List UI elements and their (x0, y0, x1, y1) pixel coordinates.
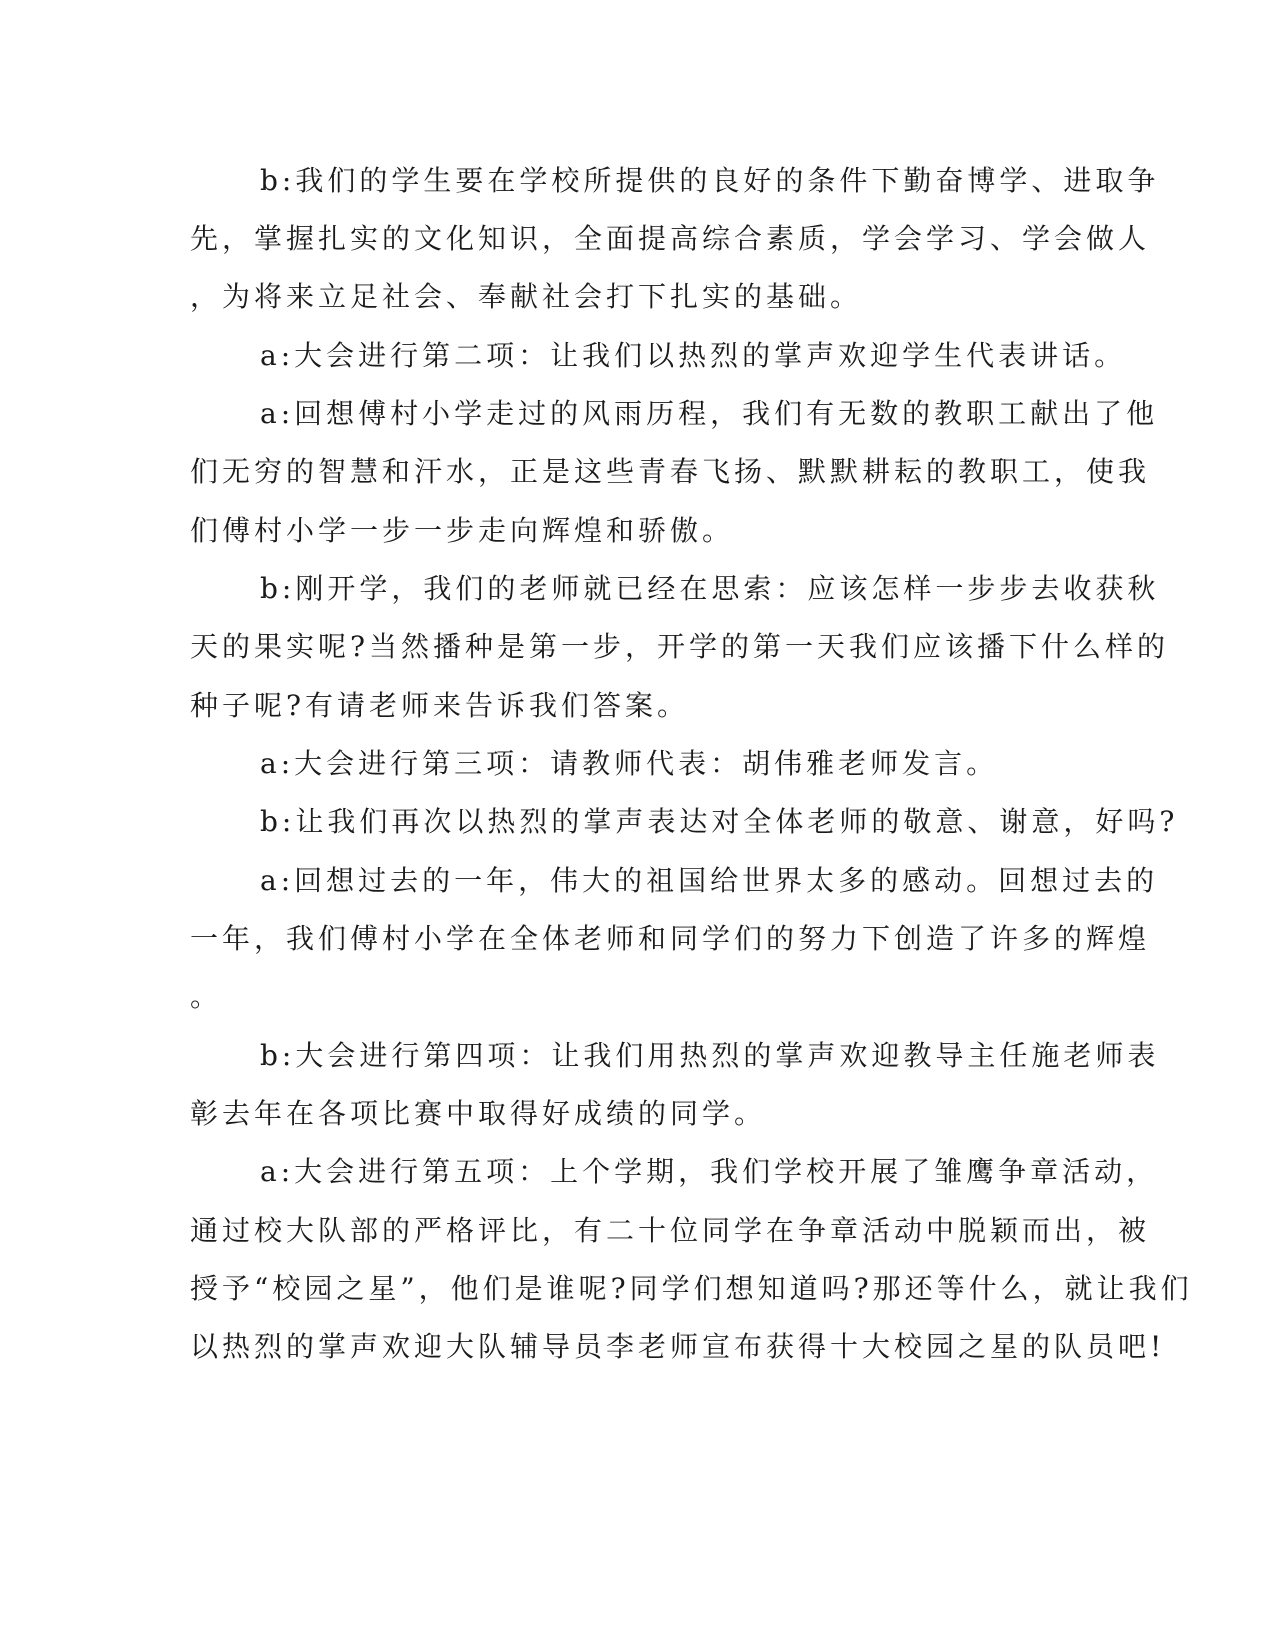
paragraph-line: a:大会进行第二项：让我们以热烈的掌声欢迎学生代表讲话。 (260, 339, 1127, 372)
paragraph-line: 彰去年在各项比赛中取得好成绩的同学。 (190, 1097, 767, 1130)
paragraph-line: 们傅村小学一步一步走向辉煌和骄傲。 (190, 514, 735, 547)
paragraph-line: b:让我们再次以热烈的掌声表达对全体老师的敬意、谢意，好吗? (260, 805, 1179, 838)
paragraph-line: 先，掌握扎实的文化知识，全面提高综合素质，学会学习、学会做人 (190, 222, 1151, 255)
paragraph-line: a:回想过去的一年，伟大的祖国给世界太多的感动。回想过去的 (260, 864, 1159, 897)
paragraph-line: b:大会进行第四项：让我们用热烈的掌声欢迎教导主任施老师表 (260, 1039, 1160, 1072)
paragraph-line: 通过校大队部的严格评比，有二十位同学在争章活动中脱颖而出，被 (190, 1214, 1151, 1247)
paragraph-line: b:我们的学生要在学校所提供的良好的条件下勤奋博学、进取争 (260, 164, 1160, 197)
paragraph-line: b:刚开学，我们的老师就已经在思索：应该怎样一步步去收获秋 (260, 572, 1160, 605)
paragraph-line: 天的果实呢?当然播种是第一步，开学的第一天我们应该播下什么样的 (190, 630, 1170, 663)
paragraph-line: ，为将来立足社会、奉献社会打下扎实的基础。 (190, 280, 863, 313)
paragraph-line: a:回想傅村小学走过的风雨历程，我们有无数的教职工献出了他 (260, 397, 1159, 430)
paragraph-line: 授予“校园之星”，他们是谁呢?同学们想知道吗?那还等什么，就让我们 (190, 1272, 1193, 1305)
paragraph-line: 们无穷的智慧和汗水，正是这些青春飞扬、默默耕耘的教职工，使我 (190, 455, 1151, 488)
paragraph-line: a:大会进行第五项：上个学期，我们学校开展了雏鹰争章活动， (260, 1155, 1159, 1188)
paragraph-line: 种子呢?有请老师来告诉我们答案。 (190, 689, 690, 722)
paragraph-line: 。 (190, 980, 223, 1013)
paragraph-line: a:大会进行第三项：请教师代表：胡伟雅老师发言。 (260, 747, 999, 780)
paragraph-line: 以热烈的掌声欢迎大队辅导员李老师宣布获得十大校园之星的队员吧! (190, 1330, 1166, 1363)
paragraph-line: 一年，我们傅村小学在全体老师和同学们的努力下创造了许多的辉煌 (190, 922, 1151, 955)
